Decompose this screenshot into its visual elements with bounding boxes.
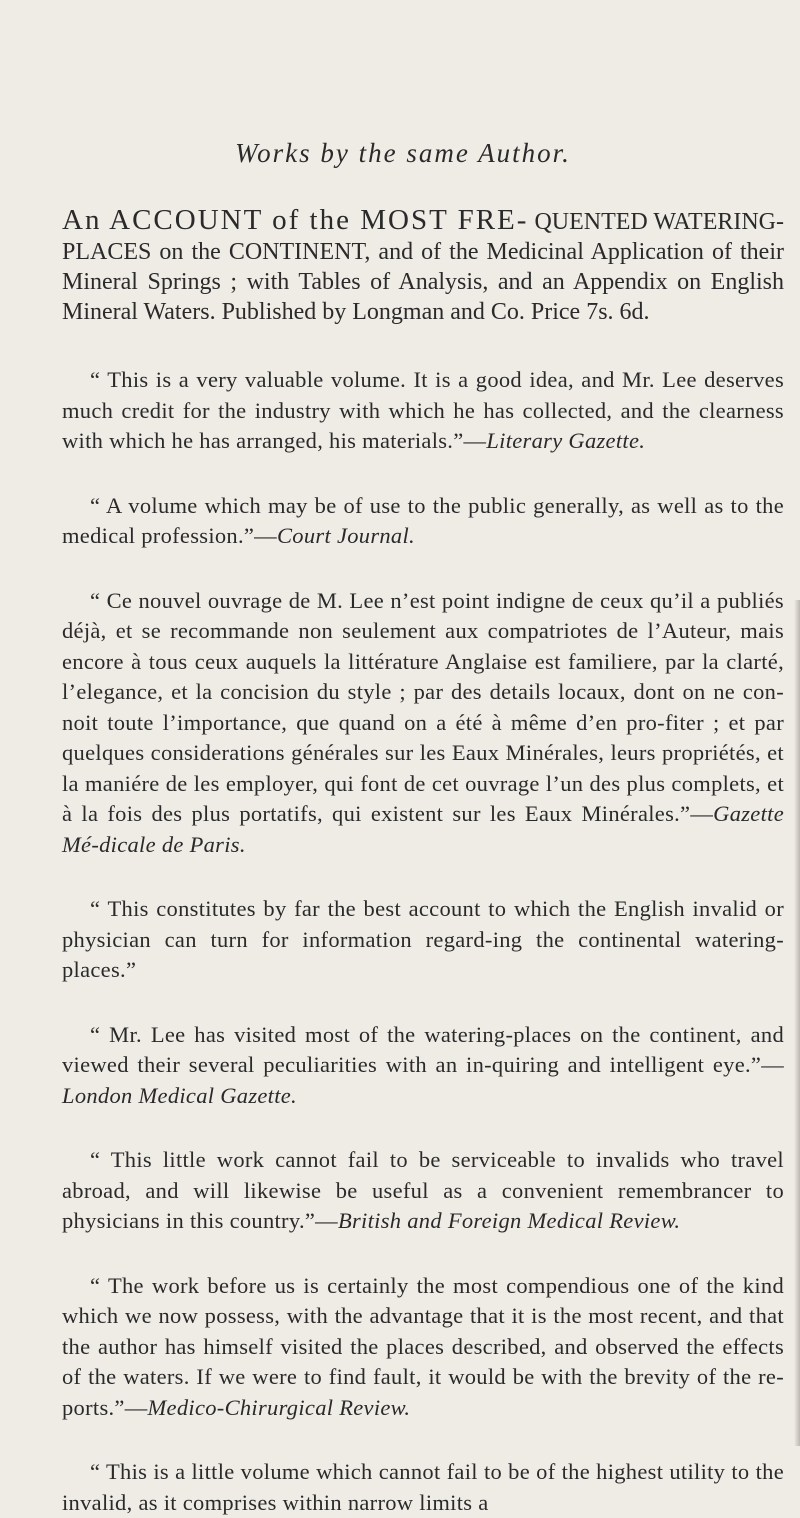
review-source: Literary Gazette. <box>486 428 646 453</box>
review-source: British and Foreign Medical Review. <box>337 1208 681 1233</box>
review-source: London Medical Gazette. <box>62 1082 297 1108</box>
review-source: Gazette Mé-dicale de Paris. <box>62 801 784 857</box>
review-quote-unattributed <box>62 894 784 986</box>
review-source: Court Journal. <box>277 523 415 548</box>
review-text: “ This constitutes by far the best account to which the English invalid or physician can turn for information regard-ing the continental watering-places.” <box>62 896 784 982</box>
review-source: Medico-Chirurgical Review. <box>147 1394 411 1420</box>
review-text: “ This is a very valuable volume. It is a good idea, and Mr. Lee deserves much credit for the industry with which he has collected, and the clearness with which he has arranged, his materials.”— <box>62 367 784 453</box>
review-quote-court-journal <box>62 491 784 552</box>
review-quote-london-medical-gazette <box>62 1020 784 1112</box>
running-head: Works by the same Author. <box>235 138 571 168</box>
review-quote-continued <box>62 1457 784 1518</box>
book-advertisement-entry <box>62 205 784 327</box>
page-edge-shadow <box>794 600 800 1446</box>
review-text: “ This is a little volume which cannot fail to be of the highest utility to the invalid, as it comprises within narrow limits a <box>62 1459 784 1515</box>
entry-description: QUENTED WATERING-PLACES on the CONTINENT, and of the Medicinal Application of their Mineral Springs ; with Tables of Analysis, and an Appendix on English Mineral Waters. Published by Longman and Co. Price 7s. 6d. <box>62 209 785 325</box>
review-quote-literary-gazette <box>62 365 784 457</box>
review-text: “ A volume which may be of use to the public generally, as well as to the medical profession.”— <box>62 492 784 548</box>
review-text: “ Ce nouvel ouvrage de M. Lee n’est point indigne de ceux qu’il a publiés déjà, et se recommande non seulement aux compatriotes de l’Auteur, mais encore à tous ceux auquels la littérature Anglaise est familiere, par la clarté, l’elegance, et la concision du style ; par des details locaux, dont on ne con-noit toute l’importance, que quand on a été à même d’en pro-fiter ; et par quelques considerations générales sur les Eaux Minérales, leurs propriétés, et la maniére de les employer, qui font de cet ouvrage l’un des plus complets, et à la fois des plus portatifs, qui existent sur les Eaux Minérales.”— <box>62 587 784 826</box>
review-text: “ Mr. Lee has visited most of the watering-places on the continent, and viewed their several peculiarities with an in-quiring and intelligent eye.”— <box>62 1021 784 1077</box>
review-text: “ This little work cannot fail to be serviceable to invalids who travel abroad, and will likewise be useful as a convenient remembrancer to physicians in this country.”— <box>62 1147 784 1233</box>
review-quote-gazette-medicale <box>62 586 784 861</box>
entry-title-lead: An ACCOUNT of the MOST FRE- <box>62 204 529 236</box>
review-text: “ The work before us is certainly the most compendious one of the kind which we now possess, with the advantage that it is the most recent, and that the author has himself visited the places described, and observed the effects of the waters. If we were to find fault, it would be with the brevity of the re-ports.”— <box>62 1272 784 1420</box>
review-quote-medico-chirurgical-review <box>62 1271 784 1424</box>
review-quote-british-foreign-medical-review <box>62 1145 784 1237</box>
